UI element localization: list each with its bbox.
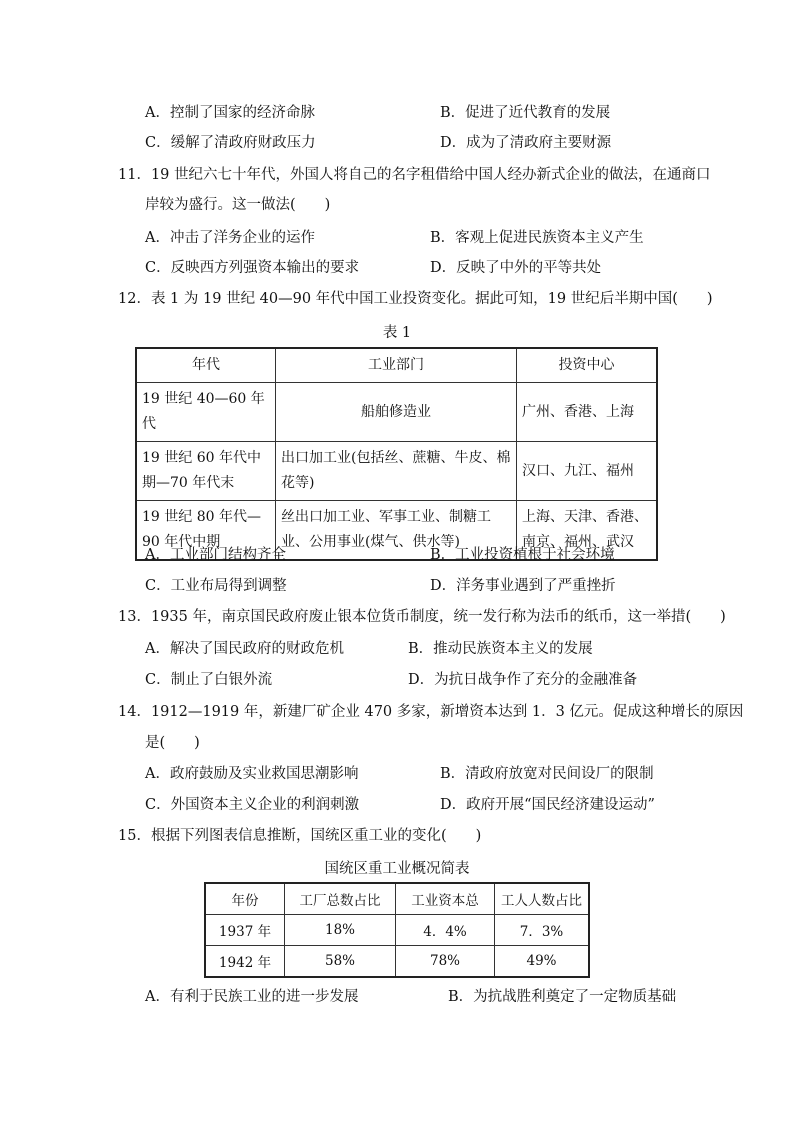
- q15-table-title: 国统区重工业概况简表: [324, 861, 470, 877]
- table-cell: 4．4%: [396, 915, 495, 946]
- q15-table: [204, 882, 590, 978]
- q12-option-b: B．工业投资植根于社会环境: [430, 547, 615, 563]
- table-header-cell: 工业资本总: [396, 883, 495, 915]
- q10-option-d: D．成为了清政府主要财源: [440, 135, 612, 151]
- q11-option-a: A．冲击了洋务企业的运作: [145, 230, 315, 246]
- q13-option-c: C．制止了白银外流: [145, 672, 273, 688]
- q12-option-a: A．工业部门结构齐全: [145, 547, 286, 563]
- table-row: [136, 383, 657, 442]
- table-cell: 丝出口加工业、军事工业、制糖工业、公用事业(煤气、供水等): [276, 501, 517, 561]
- q13-option-d: D．为抗日战争作了充分的金融准备: [408, 672, 638, 688]
- q10-option-a: A．控制了国家的经济命脉: [145, 105, 315, 121]
- table-cell: 7．3%: [495, 915, 590, 946]
- q10-option-b: B．促进了近代教育的发展: [440, 105, 611, 121]
- q15-option-b: B．为抗战胜利奠定了一定物质基础: [448, 989, 677, 1005]
- table-header-cell: 工厂总数占比: [285, 883, 396, 915]
- q13-stem: 13．1935 年，南京国民政府废止银本位货币制度，统一发行称为法币的纸币，这一举措( ): [118, 609, 726, 625]
- table-row: [136, 442, 657, 501]
- q11-stem-line2: 岸较为盛行。这一做法( ): [145, 197, 331, 213]
- table-header-row: [205, 883, 589, 915]
- table-cell: 78%: [396, 946, 495, 978]
- table-cell: 19 世纪 80 年代—90 年代中期: [136, 501, 276, 561]
- q12-table: [135, 347, 658, 561]
- table-cell: 上海、天津、香港、南京、福州、武汉: [517, 501, 658, 561]
- q14-stem-line2: 是( ): [145, 735, 200, 751]
- table-header-row: [136, 348, 657, 383]
- table-cell: 18%: [285, 915, 396, 946]
- q14-option-d: D．政府开展“国民经济建设运动”: [440, 797, 655, 813]
- q15-option-a: A．有利于民族工业的进一步发展: [145, 989, 359, 1005]
- q13-option-a: A．解决了国民政府的财政危机: [145, 641, 344, 657]
- q15-stem: 15．根据下列图表信息推断，国统区重工业的变化( ): [118, 828, 482, 844]
- q12-option-d: D．洋务事业遇到了严重挫折: [430, 578, 616, 594]
- table-cell: 19 世纪 60 年代中期—70 年代末: [136, 442, 276, 501]
- table-cell: 1942 年: [205, 946, 285, 978]
- table-cell: 58%: [285, 946, 396, 978]
- q11-option-d: D．反映了中外的平等共处: [430, 260, 602, 276]
- table-header-cell: 年代: [136, 348, 276, 383]
- table-cell: 1937 年: [205, 915, 285, 946]
- q10-option-c: C．缓解了清政府财政压力: [145, 135, 316, 151]
- q14-option-a: A．政府鼓励及实业救国思潮影响: [145, 766, 359, 782]
- table-header-cell: 工业部门: [276, 348, 517, 383]
- q12-option-c: C．工业布局得到调整: [145, 578, 287, 594]
- table-cell: 出口加工业(包括丝、蔗糖、牛皮、棉花等): [276, 442, 517, 501]
- table-cell: 船舶修造业: [276, 383, 517, 442]
- q14-stem-line1: 14．1912—1919 年，新建厂矿企业 470 多家，新增资本达到 1．3 亿元。促成这种增长的原因: [118, 704, 744, 720]
- table-row: [205, 915, 589, 946]
- table-cell: 广州、香港、上海: [517, 383, 658, 442]
- q14-option-c: C．外国资本主义企业的利润刺激: [145, 797, 360, 813]
- q13-option-b: B．推动民族资本主义的发展: [408, 641, 593, 657]
- q11-option-c: C．反映西方列强资本输出的要求: [145, 260, 360, 276]
- table-header-cell: 投资中心: [517, 348, 658, 383]
- table-cell: 汉口、九江、福州: [517, 442, 658, 501]
- table-row: [205, 946, 589, 978]
- q12-table-title: 表 1: [382, 325, 412, 341]
- q14-option-b: B．清政府放宽对民间设厂的限制: [440, 766, 654, 782]
- q11-option-b: B．客观上促进民族资本主义产生: [430, 230, 644, 246]
- table-header-cell: 年份: [205, 883, 285, 915]
- q11-stem-line1: 11．19 世纪六七十年代，外国人将自己的名字租借给中国人经办新式企业的做法，在通商口: [118, 167, 711, 183]
- q12-stem: 12．表 1 为 19 世纪 40—90 年代中国工业投资变化。据此可知，19 世纪后半期中国( ): [118, 291, 713, 307]
- table-cell: 49%: [495, 946, 590, 978]
- table-header-cell: 工人人数占比: [495, 883, 590, 915]
- table-cell: 19 世纪 40—60 年代: [136, 383, 276, 442]
